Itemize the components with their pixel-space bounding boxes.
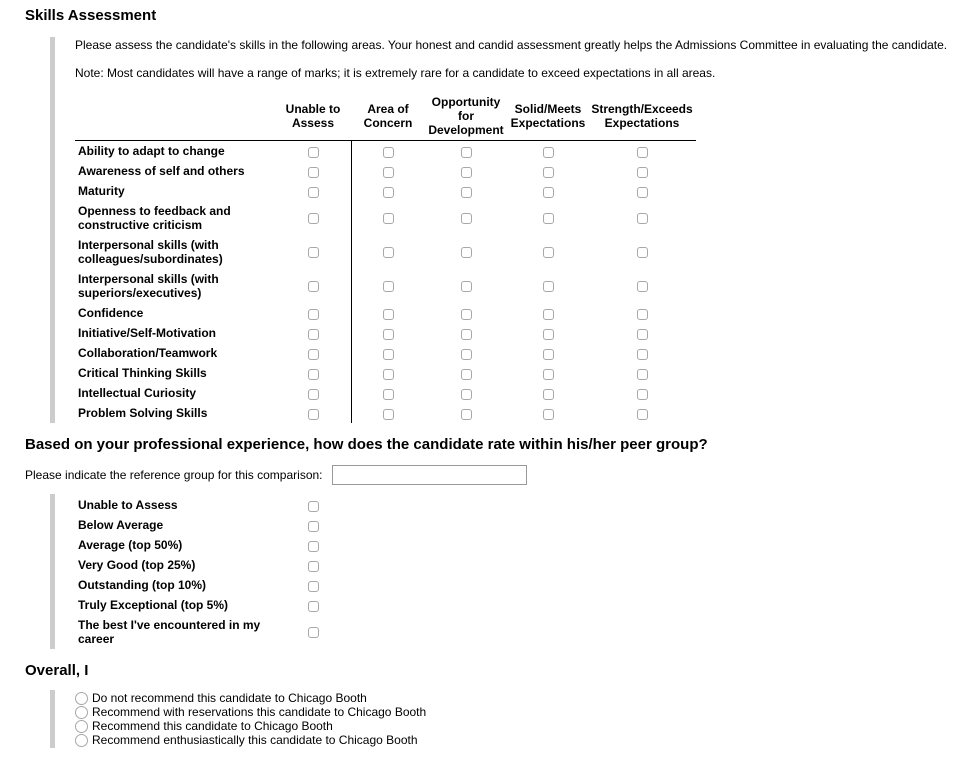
checkbox-unable-to-assess[interactable] [308, 309, 319, 320]
checkbox-opportunity-for-development[interactable] [461, 213, 472, 224]
skill-row-label: Awareness of self and others [78, 164, 245, 178]
column-header-line: Unable to [285, 102, 341, 116]
overall-title: Overall, I [25, 662, 89, 679]
column-header-line: Expectations [604, 116, 680, 130]
skill-row-label: Interpersonal skills (with colleagues/subordinates) [78, 238, 223, 266]
checkbox-strength-exceeds-expectations[interactable] [637, 409, 648, 420]
checkbox-unable-to-assess[interactable] [308, 349, 319, 360]
checkbox-strength-exceeds-expectations[interactable] [637, 349, 648, 360]
section-left-bar [50, 37, 55, 423]
peer-option-checkbox[interactable] [308, 581, 319, 592]
skill-row-label: Problem Solving Skills [78, 406, 208, 420]
checkbox-unable-to-assess[interactable] [308, 389, 319, 400]
column-header-line: Strength/Exceeds [591, 102, 693, 116]
checkbox-area-of-concern[interactable] [383, 147, 394, 158]
peer-left-bar [50, 494, 55, 649]
skill-row-label: Collaboration/Teamwork [78, 346, 218, 360]
checkbox-area-of-concern[interactable] [383, 329, 394, 340]
checkbox-unable-to-assess[interactable] [308, 167, 319, 178]
checkbox-unable-to-assess[interactable] [308, 147, 319, 158]
column-header-unable-to-assess [272, 102, 354, 130]
checkbox-opportunity-for-development[interactable] [461, 409, 472, 420]
checkbox-solid-meets-expectations[interactable] [543, 167, 554, 178]
skills-assessment-title: Skills Assessment [25, 7, 157, 24]
column-header-line: Assess [291, 116, 335, 130]
checkbox-area-of-concern[interactable] [383, 369, 394, 380]
skills-intro-text: Please assess the candidate's skills in the following areas. Your honest and candid assessment greatly helps the Admissions Committee in evaluating the candidate. [75, 38, 948, 52]
reference-group-label: Please indicate the reference group for this comparison: [25, 468, 323, 482]
checkbox-area-of-concern[interactable] [383, 309, 394, 320]
checkbox-opportunity-for-development[interactable] [461, 349, 472, 360]
column-header-line: Opportunity [431, 95, 501, 109]
reference-group-input[interactable] [332, 465, 527, 485]
column-header-area-of-concern [352, 102, 424, 130]
checkbox-opportunity-for-development[interactable] [461, 281, 472, 292]
peer-option-label: Truly Exceptional (top 5%) [78, 598, 229, 612]
peer-option-label: Outstanding (top 10%) [78, 578, 206, 592]
checkbox-unable-to-assess[interactable] [308, 369, 319, 380]
checkbox-unable-to-assess[interactable] [308, 213, 319, 224]
checkbox-strength-exceeds-expectations[interactable] [637, 147, 648, 158]
overall-radio[interactable] [75, 720, 88, 733]
column-header-line: Expectations [510, 116, 586, 130]
checkbox-opportunity-for-development[interactable] [461, 329, 472, 340]
table-header-divider [75, 140, 696, 141]
checkbox-solid-meets-expectations[interactable] [543, 213, 554, 224]
checkbox-strength-exceeds-expectations[interactable] [637, 281, 648, 292]
checkbox-solid-meets-expectations[interactable] [543, 147, 554, 158]
checkbox-strength-exceeds-expectations[interactable] [637, 329, 648, 340]
skill-row-label: Interpersonal skills (with superiors/executives) [78, 272, 219, 300]
checkbox-solid-meets-expectations[interactable] [543, 369, 554, 380]
checkbox-strength-exceeds-expectations[interactable] [637, 167, 648, 178]
peer-option-label: Unable to Assess [78, 498, 178, 512]
column-header-solid-meets-expectations [504, 102, 592, 130]
overall-option-label: Recommend this candidate to Chicago Booth [92, 719, 333, 733]
peer-option-label: Below Average [78, 518, 164, 532]
checkbox-area-of-concern[interactable] [383, 409, 394, 420]
skills-note-text: Note: Most candidates will have a range of marks; it is extremely rare for a candidate to exceed expectations in all areas. [75, 66, 716, 80]
checkbox-unable-to-assess[interactable] [308, 281, 319, 292]
checkbox-unable-to-assess[interactable] [308, 329, 319, 340]
checkbox-solid-meets-expectations[interactable] [543, 247, 554, 258]
overall-left-bar [50, 690, 55, 748]
checkbox-unable-to-assess[interactable] [308, 409, 319, 420]
column-header-line: Development [428, 123, 504, 137]
checkbox-area-of-concern[interactable] [383, 281, 394, 292]
peer-option-checkbox[interactable] [308, 561, 319, 572]
overall-radio[interactable] [75, 706, 88, 719]
checkbox-opportunity-for-development[interactable] [461, 309, 472, 320]
column-header-line: Solid/Meets [514, 102, 582, 116]
checkbox-area-of-concern[interactable] [383, 389, 394, 400]
peer-option-label: Average (top 50%) [78, 538, 183, 552]
checkbox-solid-meets-expectations[interactable] [543, 309, 554, 320]
checkbox-strength-exceeds-expectations[interactable] [637, 247, 648, 258]
skill-row-label: Maturity [78, 184, 125, 198]
checkbox-solid-meets-expectations[interactable] [543, 329, 554, 340]
checkbox-solid-meets-expectations[interactable] [543, 389, 554, 400]
checkbox-area-of-concern[interactable] [383, 167, 394, 178]
peer-option-checkbox[interactable] [308, 601, 319, 612]
checkbox-unable-to-assess[interactable] [308, 187, 319, 198]
checkbox-area-of-concern[interactable] [383, 187, 394, 198]
column-header-strength-exceeds-expectations [588, 102, 696, 130]
peer-group-question: Based on your professional experience, how does the candidate rate within his/her peer group? [25, 436, 708, 453]
skill-row-label: Intellectual Curiosity [78, 386, 197, 400]
peer-option-label: Very Good (top 25%) [78, 558, 196, 572]
checkbox-opportunity-for-development[interactable] [461, 167, 472, 178]
skill-row-label: Critical Thinking Skills [78, 366, 207, 380]
checkbox-unable-to-assess[interactable] [308, 247, 319, 258]
column-header-line: Concern [363, 116, 413, 130]
peer-option-checkbox[interactable] [308, 627, 319, 638]
checkbox-area-of-concern[interactable] [383, 349, 394, 360]
skill-row-label: Initiative/Self-Motivation [78, 326, 217, 340]
skill-row-label: Ability to adapt to change [78, 144, 225, 158]
checkbox-opportunity-for-development[interactable] [461, 369, 472, 380]
column-header-line: Area of [367, 102, 409, 116]
overall-option-label: Recommend enthusiastically this candidate to Chicago Booth [92, 733, 418, 747]
checkbox-area-of-concern[interactable] [383, 247, 394, 258]
checkbox-strength-exceeds-expectations[interactable] [637, 389, 648, 400]
overall-option-label: Do not recommend this candidate to Chicago Booth [92, 691, 367, 705]
checkbox-strength-exceeds-expectations[interactable] [637, 369, 648, 380]
checkbox-strength-exceeds-expectations[interactable] [637, 187, 648, 198]
checkbox-solid-meets-expectations[interactable] [543, 281, 554, 292]
overall-radio[interactable] [75, 692, 88, 705]
table-column-divider [351, 140, 352, 423]
checkbox-strength-exceeds-expectations[interactable] [637, 213, 648, 224]
checkbox-opportunity-for-development[interactable] [461, 247, 472, 258]
checkbox-opportunity-for-development[interactable] [461, 147, 472, 158]
peer-option-checkbox[interactable] [308, 541, 319, 552]
skill-row-label: Confidence [78, 306, 144, 320]
skill-row-label: Openness to feedback and constructive criticism [78, 204, 231, 232]
checkbox-strength-exceeds-expectations[interactable] [637, 309, 648, 320]
checkbox-area-of-concern[interactable] [383, 213, 394, 224]
peer-option-label: The best I've encountered in my career [78, 618, 261, 646]
peer-option-checkbox[interactable] [308, 521, 319, 532]
column-header-opportunity-for-development [424, 95, 508, 137]
peer-option-checkbox[interactable] [308, 501, 319, 512]
overall-option-label: Recommend with reservations this candidate to Chicago Booth [92, 705, 427, 719]
column-header-line: for [458, 109, 474, 123]
checkbox-opportunity-for-development[interactable] [461, 187, 472, 198]
checkbox-solid-meets-expectations[interactable] [543, 409, 554, 420]
checkbox-opportunity-for-development[interactable] [461, 389, 472, 400]
checkbox-solid-meets-expectations[interactable] [543, 187, 554, 198]
overall-radio[interactable] [75, 734, 88, 747]
checkbox-solid-meets-expectations[interactable] [543, 349, 554, 360]
